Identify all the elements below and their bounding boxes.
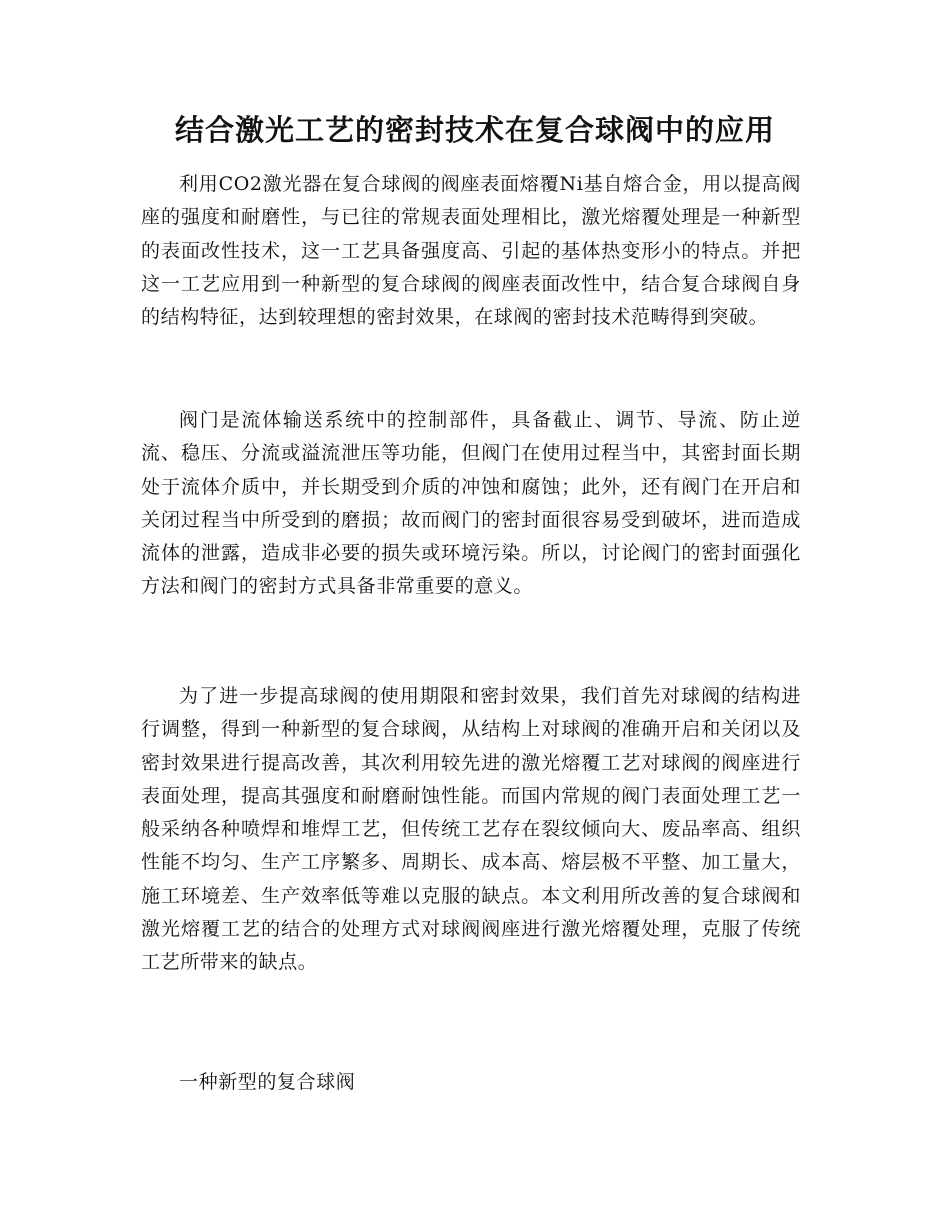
paragraph-valve-intro: 阀门是流体输送系统中的控制部件，具备截止、调节、导流、防止逆流、稳压、分流或溢流泄压等功能，但阀门在使用过程当中，其密封面长期处于流体介质中，并长期受到介质的冲蚀和腐蚀；此外，还有阀门在开启和关闭过程当中所受到的磨损；故而阀门的密封面很容易受到破坏，进而造成流体的泄露，造成非必要的损失或环境污染。所以，讨论阀门的密封面强化方法和阀门的密封方式具备非常重要的意义。 <box>141 409 801 598</box>
paragraph-abstract: 利用CO2激光器在复合球阀的阀座表面熔覆Ni基自熔合金，用以提高阀座的强度和耐磨性，与已往的常规表面处理相比，激光熔覆处理是一种新型的表面改性技术，这一工艺具备强度高、引起的基体热变形小的特点。并把这一工艺应用到一种新型的复合球阀的阀座表面改性中，结合复合球阀自身的结构特征，达到较理想的密封效果，在球阀的密封技术范畴得到突破。 <box>141 173 801 329</box>
document-title: 结合激光工艺的密封技术在复合球阀中的应用 <box>174 113 775 147</box>
section-heading: 一种新型的复合球阀 <box>179 1071 356 1093</box>
paragraph-improvement: 为了进一步提高球阀的使用期限和密封效果，我们首先对球阀的结构进行调整，得到一种新型的复合球阀，从结构上对球阀的准确开启和关闭以及密封效果进行提高改善，其次利用较先进的激光熔覆工艺对球阀的阀座进行表面处理，提高其强度和耐磨耐蚀性能。而国内常规的阀门表面处理工艺一般采纳各种喷焊和堆焊工艺，但传统工艺存在裂纹倾向大、废品率高、组织性能不均匀、生产工序繁多、周期长、成本高、熔层极不平整、加工量大，施工环境差、生产效率低等难以克服的缺点。本文利用所改善的复合球阀和激光熔覆工艺的结合的处理方式对球阀阀座进行激光熔覆处理，克服了传统工艺所带来的缺点。 <box>141 685 801 974</box>
